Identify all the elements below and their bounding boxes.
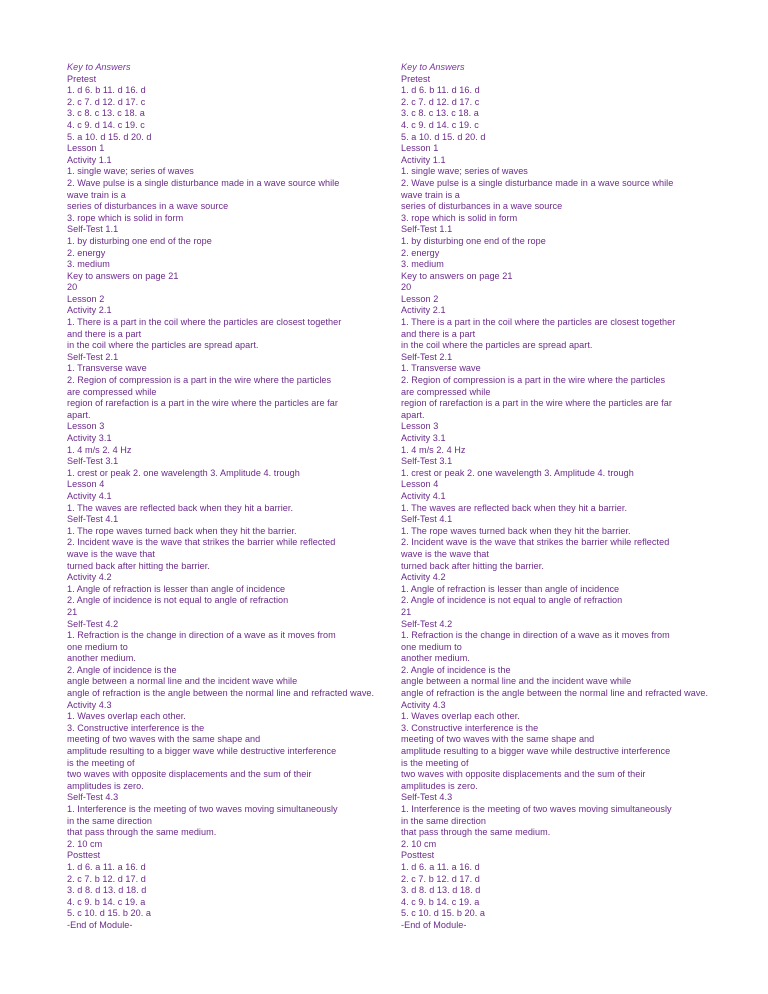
left-line: 21: [67, 606, 78, 617]
right-line: 2. Incident wave is the wave that strikes the barrier while reflected: [401, 537, 670, 548]
right-line: 3. d 8. d 13. d 18. d: [401, 885, 481, 896]
left-line: 1. The waves are reflected back when they hit a barrier.: [67, 502, 294, 513]
left-line: Lesson 2: [67, 293, 105, 304]
right-line: 5. a 10. d 15. d 20. d: [401, 131, 486, 142]
left-line: turned back after hitting the barrier.: [67, 560, 210, 571]
right-line: Lesson 1: [401, 143, 439, 154]
right-line: region of rarefaction is a part in the wire where the particles are far: [401, 398, 672, 409]
left-line: 2. Angle of incidence is the: [67, 664, 177, 675]
right-line: 3. medium: [401, 259, 444, 270]
left-line: 1. d 6. a 11. a 16. d: [67, 861, 146, 872]
answer-key-column-right: [401, 62, 709, 932]
right-line: Self-Test 1.1: [401, 224, 453, 235]
left-line: Activity 4.1: [67, 490, 112, 501]
left-line: 3. rope which is solid in form: [67, 212, 184, 223]
left-line-continued: one medium to: [67, 641, 128, 652]
left-line: Self-Test 4.2: [67, 618, 119, 629]
left-line: 4. c 9. b 14. c 19. a: [67, 896, 146, 907]
left-line-continued: in the same direction: [67, 815, 152, 826]
right-line: 1. crest or peak 2. one wavelength 3. Amplitude 4. trough: [401, 467, 634, 478]
right-line: Pretest: [401, 73, 431, 84]
right-line: Self-Test 4.3: [401, 792, 453, 803]
right-line: series of disturbances in a wave source: [401, 201, 563, 212]
right-line: 2. Region of compression is a part in the wire where the particles: [401, 375, 666, 386]
right-line: another medium.: [401, 653, 470, 664]
right-line: Self-Test 2.1: [401, 351, 453, 362]
left-line: Lesson 4: [67, 479, 105, 490]
right-line: 1. Interference is the meeting of two waves moving simultaneously: [401, 804, 672, 814]
left-line: Activity 1.1: [67, 154, 112, 165]
left-title: Key to Answers: [67, 62, 131, 72]
left-line: Activity 4.3: [67, 699, 112, 710]
left-line: Self-Test 4.1: [67, 514, 119, 525]
left-line: Self-Test 4.3: [67, 792, 119, 803]
right-line-continued: one medium to: [401, 641, 462, 652]
left-line: 1. Angle of refraction is lesser than angle of incidence: [67, 583, 286, 594]
left-line: Self-Test 3.1: [67, 456, 119, 467]
right-line: Key to answers on page 21: [401, 270, 513, 281]
answer-key-column-left: [67, 62, 375, 932]
left-line: another medium.: [67, 653, 136, 664]
left-line: 3. medium: [67, 259, 110, 270]
left-line: Lesson 3: [67, 421, 105, 432]
left-line: 1. 4 m/s 2. 4 Hz: [67, 444, 132, 455]
right-line: 4. c 9. b 14. c 19. a: [401, 896, 480, 907]
right-line: in the coil where the particles are spread apart.: [401, 340, 593, 351]
left-line: 2. Region of compression is a part in the wire where the particles: [67, 375, 332, 386]
left-line: 4. c 9. d 14. c 19. c: [67, 119, 145, 130]
left-line-continued: and there is a part: [67, 328, 142, 339]
right-line: Activity 4.3: [401, 699, 446, 710]
right-line: 1. single wave; series of waves: [401, 166, 528, 177]
right-line: Lesson 3: [401, 421, 439, 432]
left-line: two waves with opposite displacements and the sum of their: [67, 769, 312, 780]
left-line: 1. Interference is the meeting of two waves moving simultaneously: [67, 804, 338, 814]
right-line: Activity 1.1: [401, 154, 446, 165]
right-line: -End of Module-: [401, 919, 467, 930]
left-line: 5. c 10. d 15. b 20. a: [67, 908, 152, 919]
right-line-continued: and there is a part: [401, 328, 476, 339]
left-line: Self-Test 1.1: [67, 224, 119, 235]
left-line: 5. a 10. d 15. d 20. d: [67, 131, 152, 142]
left-line: Activity 3.1: [67, 433, 112, 443]
right-line: 1. There is a part in the coil where the particles are closest together: [401, 317, 676, 328]
right-line: 1. Angle of refraction is lesser than angle of incidence: [401, 583, 620, 594]
left-line: 1. by disturbing one end of the rope: [67, 235, 212, 246]
right-line-continued: angle between a normal line and the incident wave while: [401, 676, 632, 687]
right-line: Self-Test 4.1: [401, 514, 453, 525]
left-line: 2. 10 cm: [67, 838, 103, 849]
right-line-continued: in the same direction: [401, 815, 486, 826]
left-line: 2. Angle of incidence is not equal to angle of refraction: [67, 595, 289, 606]
right-line: 1. d 6. b 11. d 16. d: [401, 85, 480, 96]
right-line: Activity 2.1: [401, 305, 446, 316]
right-line: 2. c 7. d 12. d 17. c: [401, 96, 480, 107]
left-line: region of rarefaction is a part in the wire where the particles are far: [67, 398, 338, 409]
right-line: Lesson 4: [401, 479, 439, 490]
left-line: that pass through the same medium.: [67, 827, 217, 838]
right-line: two waves with opposite displacements and the sum of their: [401, 769, 646, 780]
right-line: Activity 4.2: [401, 572, 446, 583]
left-line-continued: wave is the wave that: [67, 548, 155, 559]
right-line: Self-Test 4.2: [401, 618, 453, 629]
right-line: 1. d 6. a 11. a 16. d: [401, 861, 480, 872]
left-line: 3. d 8. d 13. d 18. d: [67, 885, 147, 896]
right-line-continued: wave is the wave that: [401, 548, 489, 559]
left-line: Activity 2.1: [67, 305, 112, 316]
right-line: 5. c 10. d 15. b 20. a: [401, 908, 486, 919]
left-line: 1. d 6. b 11. d 16. d: [67, 85, 146, 96]
left-line: 1. The rope waves turned back when they hit the barrier.: [67, 525, 297, 536]
left-line: 1. single wave; series of waves: [67, 166, 194, 177]
left-line: 2. c 7. d 12. d 17. c: [67, 96, 146, 107]
left-line: 2. c 7. b 12. d 17. d: [67, 873, 146, 884]
right-line: Posttest: [401, 850, 435, 861]
right-line: 21: [401, 606, 412, 617]
right-line: 2. Wave pulse is a single disturbance made in a wave source while: [401, 177, 674, 188]
right-line: 1. Waves overlap each other.: [401, 711, 520, 722]
left-line: 3. c 8. c 13. c 18. a: [67, 108, 145, 119]
right-line: 3. rope which is solid in form: [401, 212, 518, 223]
left-line: 20: [67, 282, 78, 293]
left-line: Self-Test 2.1: [67, 351, 119, 362]
left-line: -End of Module-: [67, 919, 133, 930]
right-line-continued: wave train is a: [401, 189, 460, 200]
right-line: that pass through the same medium.: [401, 827, 551, 838]
right-line-continued: is the meeting of: [401, 757, 469, 768]
right-line: 1. The waves are reflected back when they hit a barrier.: [401, 502, 628, 513]
right-line: Lesson 2: [401, 293, 439, 304]
right-line: 1. The rope waves turned back when they hit the barrier.: [401, 525, 631, 536]
right-line: 2. Angle of incidence is the: [401, 664, 511, 675]
right-line: turned back after hitting the barrier.: [401, 560, 544, 571]
right-line: 2. energy: [401, 247, 440, 258]
left-line-continued: are compressed while: [67, 386, 157, 397]
right-line: Activity 4.1: [401, 490, 446, 501]
right-line: 3. Constructive interference is the: [401, 722, 539, 733]
right-line: 1. by disturbing one end of the rope: [401, 235, 546, 246]
left-line: 2. Wave pulse is a single disturbance made in a wave source while: [67, 177, 340, 188]
right-line: 1. Transverse wave: [401, 363, 481, 374]
left-line: in the coil where the particles are spread apart.: [67, 340, 259, 351]
left-line: angle of refraction is the angle between the normal line and refracted wave.: [67, 688, 375, 699]
right-line-continued: apart.: [401, 409, 425, 420]
right-line: Self-Test 3.1: [401, 456, 453, 467]
right-line: Activity 3.1: [401, 433, 446, 443]
left-line: Activity 4.2: [67, 572, 112, 583]
right-line: angle of refraction is the angle between the normal line and refracted wave.: [401, 688, 709, 699]
right-line: 2. 10 cm: [401, 838, 437, 849]
left-line-continued: amplitudes is zero.: [67, 780, 144, 791]
left-line: 1. Waves overlap each other.: [67, 711, 186, 722]
right-line: 1. 4 m/s 2. 4 Hz: [401, 444, 466, 455]
left-line: 2. Incident wave is the wave that strikes the barrier while reflected: [67, 537, 336, 548]
left-line: 1. There is a part in the coil where the particles are closest together: [67, 317, 342, 328]
right-line: 2. c 7. b 12. d 17. d: [401, 873, 480, 884]
right-line: 20: [401, 282, 412, 293]
right-line: amplitude resulting to a bigger wave while destructive interference: [401, 746, 671, 757]
left-line: amplitude resulting to a bigger wave while destructive interference: [67, 746, 337, 757]
right-line: 4. c 9. d 14. c 19. c: [401, 119, 479, 130]
left-line-continued: apart.: [67, 409, 91, 420]
left-line: 3. Constructive interference is the: [67, 722, 205, 733]
left-line: Key to answers on page 21: [67, 270, 179, 281]
left-line: series of disturbances in a wave source: [67, 201, 229, 212]
right-line: 2. Angle of incidence is not equal to angle of refraction: [401, 595, 623, 606]
right-line-continued: amplitudes is zero.: [401, 780, 478, 791]
right-line-continued: meeting of two waves with the same shape and: [401, 734, 595, 745]
left-line: 1. Transverse wave: [67, 363, 147, 374]
right-title: Key to Answers: [401, 62, 465, 72]
left-line-continued: angle between a normal line and the incident wave while: [67, 676, 298, 687]
right-line-continued: are compressed while: [401, 386, 491, 397]
left-line: 2. energy: [67, 247, 106, 258]
left-line-continued: meeting of two waves with the same shape and: [67, 734, 261, 745]
left-line: Posttest: [67, 850, 101, 861]
left-line-continued: wave train is a: [67, 189, 126, 200]
left-line: Lesson 1: [67, 143, 105, 154]
right-line: 3. c 8. c 13. c 18. a: [401, 108, 479, 119]
left-line: 1. crest or peak 2. one wavelength 3. Amplitude 4. trough: [67, 467, 300, 478]
right-line: 1. Refraction is the change in direction of a wave as it moves from: [401, 630, 670, 641]
left-line-continued: is the meeting of: [67, 757, 135, 768]
left-line: 1. Refraction is the change in direction of a wave as it moves from: [67, 630, 336, 641]
left-line: Pretest: [67, 73, 97, 84]
